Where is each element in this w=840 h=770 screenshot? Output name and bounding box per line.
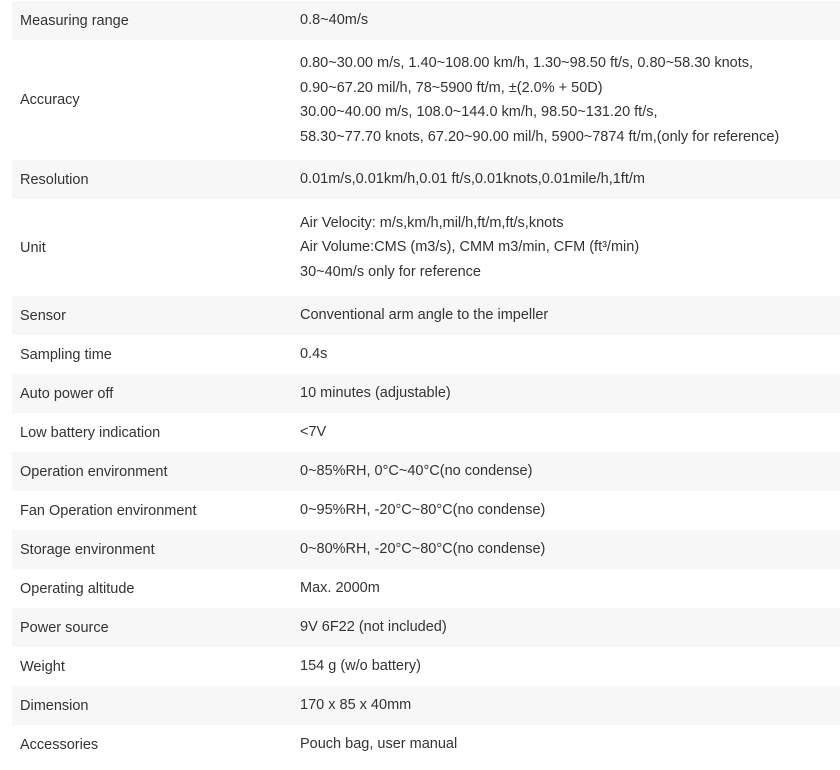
spec-value xyxy=(300,576,840,601)
spec-row-unit xyxy=(12,199,840,296)
spec-value xyxy=(300,381,840,406)
spec-row-storage-environment xyxy=(12,530,840,569)
spec-value-line: Max. 2000m xyxy=(300,580,380,597)
spec-value xyxy=(300,693,840,718)
spec-label: Sampling time xyxy=(20,346,112,363)
spec-value-line: Conventional arm angle to the impeller xyxy=(300,307,549,324)
spec-value-line: 154 g (w/o battery) xyxy=(300,658,421,675)
spec-row-accuracy xyxy=(12,40,840,160)
spec-row-operating-altitude xyxy=(12,569,840,608)
spec-value-line: 9V 6F22 (not included) xyxy=(300,619,447,636)
spec-value xyxy=(300,615,840,640)
spec-row-low-battery xyxy=(12,413,840,452)
spec-row-sampling-time xyxy=(12,335,840,374)
spec-value-line: 0.90~67.20 mil/h, 78~5900 ft/m, ±(2.0% + 50D) xyxy=(300,79,603,96)
spec-value-line: 10 minutes (adjustable) xyxy=(300,385,451,402)
spec-row-power-source xyxy=(12,608,840,647)
spec-value-line: 0.01m/s,0.01km/h,0.01 ft/s,0.01knots,0.01mile/h,1ft/m xyxy=(300,171,645,188)
spec-value-line: 0.4s xyxy=(300,346,328,363)
spec-label: Storage environment xyxy=(20,541,155,558)
spec-value xyxy=(300,537,840,562)
spec-value-line: 30.00~40.00 m/s, 108.0~144.0 km/h, 98.50~131.20 ft/s, xyxy=(300,104,658,120)
spec-label: Dimension xyxy=(20,697,89,714)
spec-table xyxy=(12,1,840,764)
spec-label: Low battery indication xyxy=(20,424,161,441)
spec-value-line: 0~80%RH, -20°C~80°C(no condense) xyxy=(300,541,546,558)
spec-value xyxy=(300,498,840,523)
spec-value xyxy=(300,459,840,484)
spec-label: Accuracy xyxy=(20,92,80,108)
spec-label: Weight xyxy=(20,658,65,675)
spec-value-line: Pouch bag, user manual xyxy=(300,736,458,753)
spec-label: Accessories xyxy=(20,736,99,753)
spec-row-resolution xyxy=(12,160,840,199)
spec-label: Operation environment xyxy=(20,463,168,480)
spec-value xyxy=(300,420,840,445)
spec-row-operation-environment xyxy=(12,452,840,491)
spec-row-accessories xyxy=(12,725,840,764)
spec-value xyxy=(300,167,840,192)
spec-value xyxy=(300,654,840,679)
spec-label: Auto power off xyxy=(20,385,114,402)
spec-label: Resolution xyxy=(20,171,89,188)
spec-value-line: 58.30~77.70 knots, 67.20~90.00 mil/h, 5900~7874 ft/m,(only for reference) xyxy=(300,128,780,145)
spec-label: Fan Operation environment xyxy=(20,502,197,519)
spec-row-fan-operation-environment xyxy=(12,491,840,530)
spec-value-line: Air Volume:CMS (m3/s), CMM m3/min, CFM (ft³/min) xyxy=(300,239,640,256)
spec-label: Unit xyxy=(20,239,46,256)
spec-value xyxy=(300,211,840,285)
spec-value xyxy=(300,51,840,149)
spec-value-line: 0~95%RH, -20°C~80°C(no condense) xyxy=(300,502,546,519)
spec-value-line: <7V xyxy=(300,424,327,441)
spec-label: Sensor xyxy=(20,307,66,324)
spec-value xyxy=(300,303,840,328)
spec-label: Measuring range xyxy=(20,12,129,29)
spec-row-auto-power-off xyxy=(12,374,840,413)
spec-value-line: 0.80~30.00 m/s, 1.40~108.00 km/h, 1.30~98.50 ft/s, 0.80~58.30 knots, xyxy=(300,55,754,71)
spec-value-line: Air Velocity: m/s,km/h,mil/h,ft/m,ft/s,knots xyxy=(300,214,564,231)
spec-row-dimension xyxy=(12,686,840,725)
spec-row-sensor xyxy=(12,296,840,335)
spec-value-line: 0.8~40m/s xyxy=(300,12,369,29)
spec-value-line: 0~85%RH, 0°C~40°C(no condense) xyxy=(300,463,533,480)
spec-value-line: 170 x 85 x 40mm xyxy=(300,697,412,714)
spec-value xyxy=(300,342,840,367)
spec-value xyxy=(300,8,840,33)
spec-value xyxy=(300,732,840,757)
spec-row-measuring-range xyxy=(12,1,840,40)
spec-label: Operating altitude xyxy=(20,580,135,597)
spec-value-line: 30~40m/s only for reference xyxy=(300,263,481,280)
spec-row-weight xyxy=(12,647,840,686)
spec-label: Power source xyxy=(20,619,109,636)
